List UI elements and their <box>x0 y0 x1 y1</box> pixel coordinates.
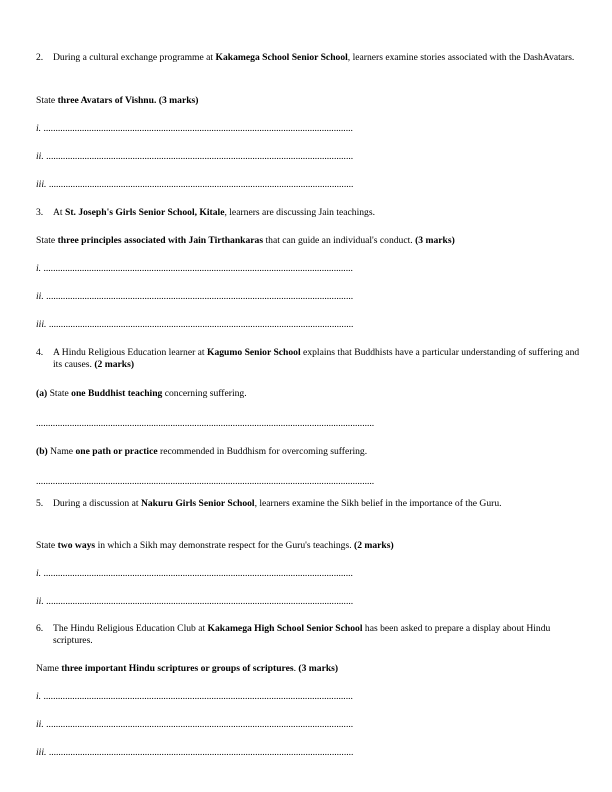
subquestion-text: State <box>47 388 72 399</box>
question-text <box>36 52 588 64</box>
marks-label: (3 marks) <box>415 235 455 246</box>
school-name: Nakuru Girls Senior School <box>140 498 255 509</box>
question-3-instruction <box>36 235 588 247</box>
question-6 <box>36 623 588 646</box>
answer-dots: ............................................................................................................................................. <box>36 418 375 429</box>
instruction-text: State <box>36 235 58 246</box>
question-text-part: The Hindu Religious Education Club at <box>53 623 208 634</box>
answer-line[interactable] <box>36 291 456 303</box>
answer-line[interactable] <box>36 319 456 331</box>
subquestion-emphasis: one path or practice <box>75 446 158 457</box>
question-4 <box>36 347 588 370</box>
question-text-part: , learners are discussing Jain teachings. <box>224 207 375 218</box>
instruction-punctuation: . <box>153 95 159 106</box>
question-2 <box>36 52 588 64</box>
instruction-text: State <box>36 95 58 106</box>
question-text <box>36 347 588 370</box>
answer-dots: ................................................................................................................................. <box>43 263 353 274</box>
answer-line-label: ii. <box>36 151 44 162</box>
question-text-part: At <box>53 207 65 218</box>
marks-label: (2 marks) <box>94 358 135 370</box>
instruction-emphasis: three principles associated with Jain Tirthankaras <box>57 235 264 246</box>
question-text <box>36 623 588 646</box>
answer-line-label: i. <box>36 123 42 134</box>
answer-line-label: iii. <box>36 179 47 190</box>
question-number: 6. <box>36 623 44 634</box>
answer-dots: ................................................................................................................................. <box>43 691 353 702</box>
question-5-instruction <box>36 540 588 552</box>
answer-dots: ................................................................................................................................. <box>43 568 353 579</box>
question-5 <box>36 498 588 510</box>
school-name: St. Joseph's Girls Senior School, Kitale <box>65 207 225 218</box>
subquestion-text: Name <box>47 446 76 457</box>
question-3 <box>36 207 588 219</box>
question-text-part: A Hindu Religious Education learner at <box>53 347 207 358</box>
question-4b <box>36 446 588 458</box>
question-text <box>36 207 588 219</box>
answer-line[interactable] <box>36 151 456 163</box>
answer-dots: ................................................................................................................................ <box>46 596 354 607</box>
instruction-emphasis: three Avatars of Vishnu <box>57 95 154 106</box>
answer-line[interactable] <box>36 476 481 488</box>
instruction-punctuation: . <box>293 663 299 674</box>
question-6-instruction <box>36 663 588 675</box>
instruction-text: in which a Sikh may demonstrate respect for the Guru's teachings. <box>95 540 354 551</box>
subquestion-text: recommended in Buddhism for overcoming suffering. <box>157 446 368 457</box>
question-text-part: During a cultural exchange programme at <box>53 52 216 63</box>
answer-dots: ................................................................................................................................ <box>46 719 354 730</box>
answer-dots: ................................................................................................................................ <box>46 151 354 162</box>
question-number: 3. <box>36 207 44 218</box>
answer-line[interactable] <box>36 719 456 731</box>
answer-line-label: ii. <box>36 596 44 607</box>
school-name: Kagumo Senior School <box>207 347 301 358</box>
answer-dots: ............................................................................................................................................. <box>36 476 375 487</box>
question-number: 4. <box>36 347 44 358</box>
answer-line-label: i. <box>36 263 42 274</box>
answer-line-label: i. <box>36 568 42 579</box>
answer-line[interactable] <box>36 568 456 580</box>
answer-dots: ............................................................................................................................... <box>48 747 354 758</box>
answer-line[interactable] <box>36 123 456 135</box>
instruction-emphasis: three important Hindu scriptures or groups of scriptures <box>61 663 294 674</box>
answer-line-label: ii. <box>36 291 44 302</box>
question-text-part: , learners examine the Sikh belief in the importance of the Guru. <box>254 498 502 509</box>
instruction-emphasis: two ways <box>57 540 96 551</box>
question-2-instruction <box>36 95 588 107</box>
answer-line-label: i. <box>36 691 42 702</box>
answer-line[interactable] <box>36 691 456 703</box>
marks-label: (3 marks) <box>298 663 339 674</box>
question-4a <box>36 388 588 400</box>
subquestion-text: concerning suffering. <box>162 388 247 399</box>
marks-label: (3 marks) <box>158 95 199 106</box>
question-text-part: During a discussion at <box>53 498 141 509</box>
answer-line-label: ii. <box>36 719 44 730</box>
answer-dots: ................................................................................................................................ <box>46 291 354 302</box>
subquestion-label: (b) <box>36 446 48 457</box>
instruction-text: State <box>36 540 58 551</box>
answer-line[interactable] <box>36 418 481 430</box>
answer-line-label: iii. <box>36 319 47 330</box>
question-number: 5. <box>36 498 44 509</box>
answer-dots: ............................................................................................................................... <box>48 319 354 330</box>
answer-line-label: iii. <box>36 747 47 758</box>
subquestion-emphasis: one Buddhist teaching <box>71 388 163 399</box>
answer-line[interactable] <box>36 596 456 608</box>
instruction-text: Name <box>36 663 62 674</box>
school-name: Kakamega School Senior School <box>215 52 348 63</box>
answer-dots: ................................................................................................................................. <box>43 123 353 134</box>
answer-line[interactable] <box>36 179 456 191</box>
school-name: Kakamega High School Senior School <box>207 623 363 634</box>
question-text <box>36 498 588 510</box>
answer-line[interactable] <box>36 747 456 759</box>
answer-dots: ............................................................................................................................... <box>48 179 354 190</box>
subquestion-label: (a) <box>36 388 48 399</box>
question-number: 2. <box>36 52 44 63</box>
answer-line[interactable] <box>36 263 456 275</box>
question-text-part: , learners examine stories associated with the DashAvatars. <box>347 52 575 63</box>
marks-label: (2 marks) <box>354 540 394 551</box>
instruction-text: that can guide an individual's conduct. <box>263 235 416 246</box>
question-text-part: explains that Buddhists have a particular understanding of suffering and its causes. <box>53 347 580 370</box>
question-text-part: has been asked to prepare a display about Hindu scriptures. <box>53 623 551 646</box>
